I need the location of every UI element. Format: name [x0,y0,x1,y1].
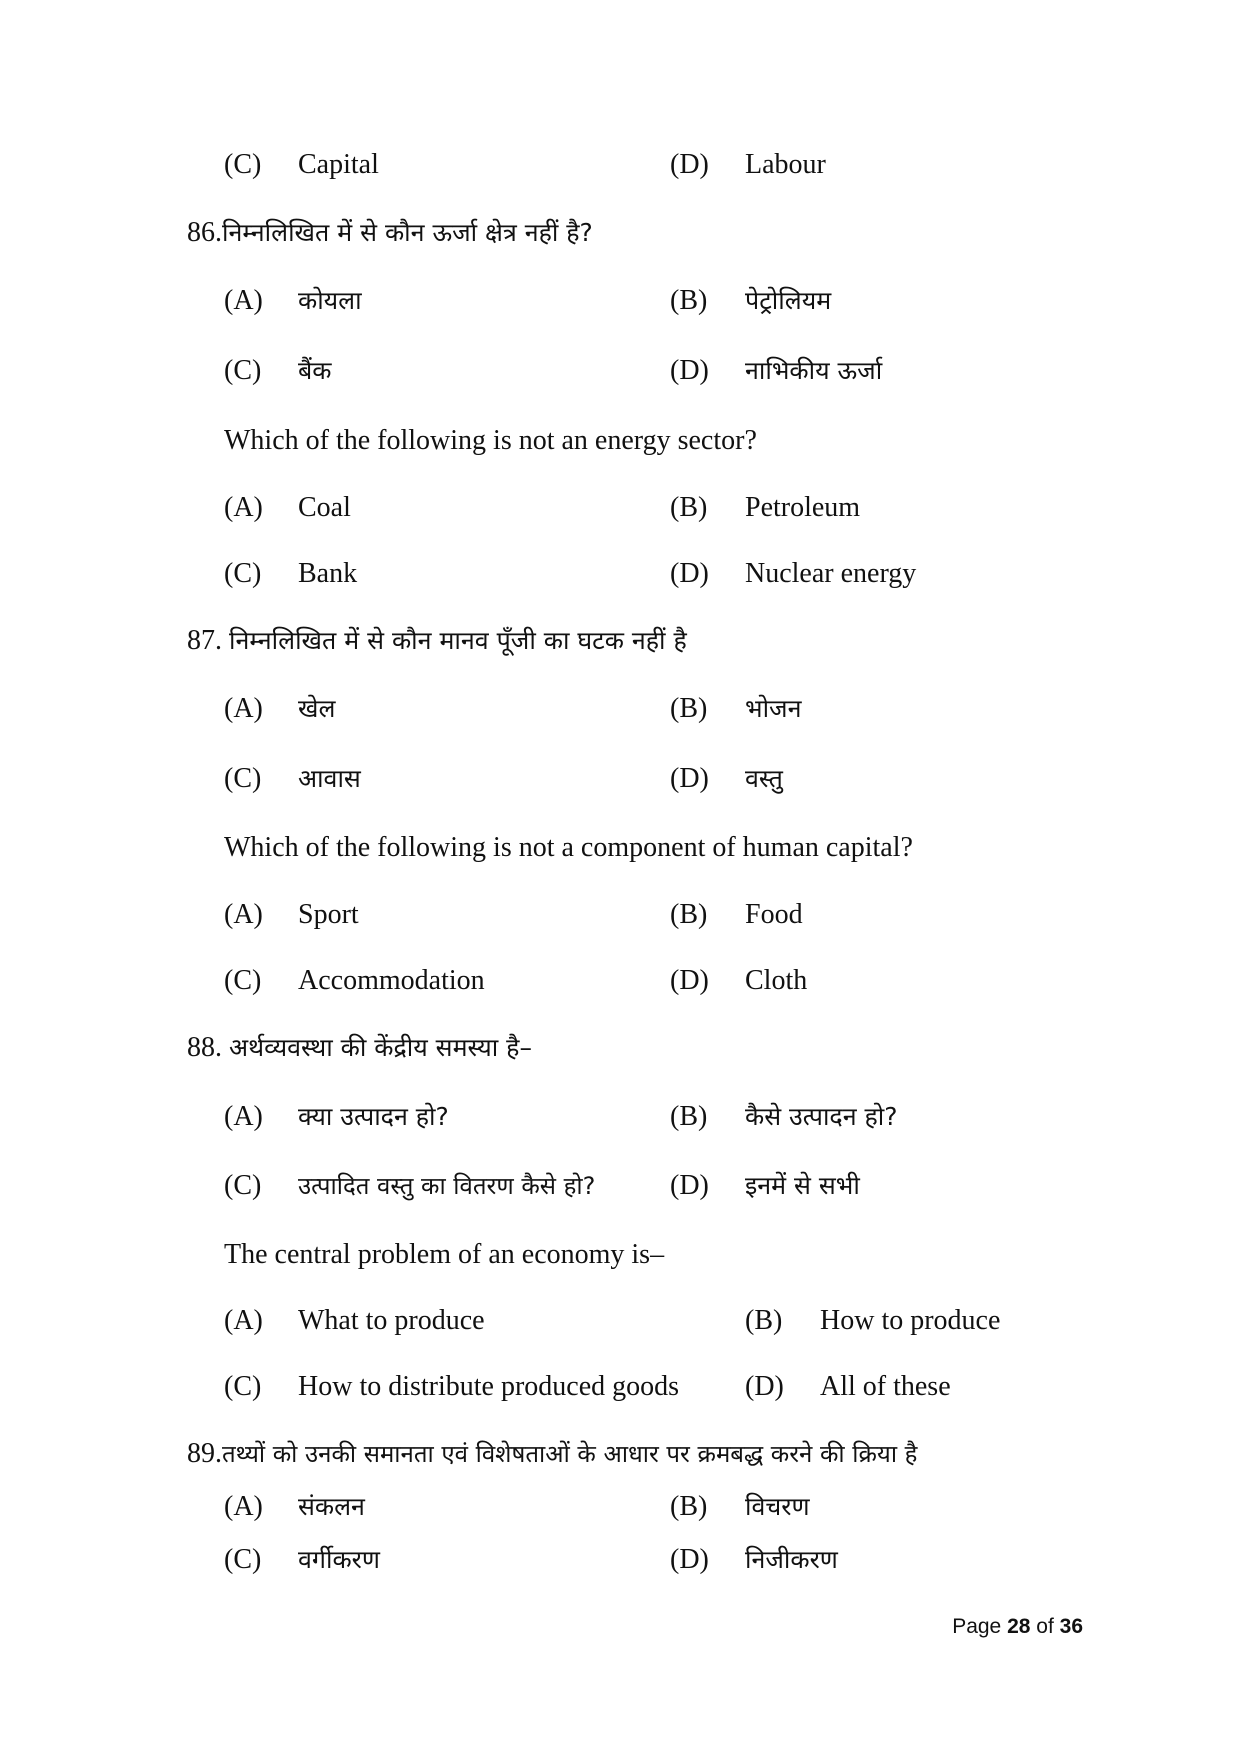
option-label: (B) [745,1305,783,1336]
option-text: उत्पादित वस्तु का वितरण कैसे हो? [298,1172,596,1200]
option-text: आवास [298,764,361,793]
option-label: (B) [670,285,708,316]
option-text: Food [745,899,803,930]
option-label: (A) [224,1491,263,1522]
question-87-english: Which of the following is not a component of human capital? [224,832,913,863]
option-text: भोजन [745,694,802,723]
option-label: (D) [745,1371,784,1402]
option-label: (D) [670,1544,709,1575]
option-text: क्या उत्पादन हो? [298,1102,449,1131]
question-text: अर्थव्यवस्था की केंद्रीय समस्या है– [229,1033,532,1062]
option-text: Petroleum [745,492,861,523]
option-label: (C) [224,1544,262,1575]
option-text: वर्गीकरण [298,1545,380,1574]
option-label: (A) [224,899,263,930]
option-label: (D) [670,763,709,794]
question-text: निम्नलिखित में से कौन मानव पूँजी का घटक नहीं है [229,626,687,655]
option-label: (B) [670,492,708,523]
option-label: (C) [224,149,262,180]
option-label: (A) [224,1305,263,1336]
option-text: Cloth [745,965,808,996]
option-text: How to produce [820,1305,1001,1336]
option-text: Sport [298,899,359,930]
option-label: (D) [670,355,709,386]
option-text: कैसे उत्पादन हो? [745,1102,898,1131]
option-label: (B) [670,1491,708,1522]
option-label: (C) [224,1371,262,1402]
question-number: 86. [187,217,222,248]
option-label: (D) [670,1170,709,1201]
option-text: What to produce [298,1305,485,1336]
option-label: (C) [224,1170,262,1201]
option-text: वस्तु [745,764,783,793]
option-label: (A) [224,1101,263,1132]
option-text: Accommodation [298,965,485,996]
option-label: (D) [670,965,709,996]
option-label: (D) [670,149,709,180]
question-87-hindi [187,621,687,661]
option-text: Capital [298,149,379,180]
question-number: 89. [187,1438,222,1469]
option-text: नाभिकीय ऊर्जा [745,356,883,385]
page-footer [0,1612,1083,1642]
option-text: निजीकरण [745,1545,838,1574]
question-number: 88. [187,1032,222,1063]
page-of: of [1036,1615,1054,1638]
option-label: (A) [224,285,263,316]
option-text: पेट्रोलियम [745,286,832,315]
option-label: (A) [224,693,263,724]
option-text: बैंक [298,356,332,385]
option-text: Nuclear energy [745,558,917,589]
option-label: (B) [670,693,708,724]
question-89-hindi [187,1434,917,1474]
question-text: तथ्यों को उनकी समानता एवं विशेषताओं के आधार पर क्रमबद्ध करने की क्रिया है [222,1440,918,1468]
option-label: (C) [224,558,262,589]
option-label: (D) [670,558,709,589]
option-text: All of these [820,1371,951,1402]
option-label: (C) [224,763,262,794]
current-page-number: 28 [1007,1615,1031,1638]
option-text: How to distribute produced goods [298,1371,680,1402]
option-text: इनमें से सभी [745,1171,860,1200]
option-label: (C) [224,355,262,386]
option-label: (A) [224,492,263,523]
option-text: संकलन [298,1492,365,1521]
question-88-hindi [187,1028,532,1068]
option-label: (B) [670,1101,708,1132]
page-prefix: Page [952,1615,1002,1638]
option-label: (C) [224,965,262,996]
option-text: Labour [745,149,826,180]
option-text: Coal [298,492,351,523]
option-text: कोयला [298,286,362,315]
option-text: खेल [298,694,336,723]
option-label: (B) [670,899,708,930]
question-86-hindi [187,213,593,253]
question-number: 87. [187,625,222,656]
question-text: निम्नलिखित में से कौन ऊर्जा क्षेत्र नहीं है? [222,218,593,247]
question-86-english: Which of the following is not an energy sector? [224,425,757,456]
question-88-english: The central problem of an economy is– [224,1239,665,1270]
total-page-count: 36 [1059,1615,1083,1638]
option-text: Bank [298,558,358,589]
option-text: विचरण [745,1492,810,1521]
